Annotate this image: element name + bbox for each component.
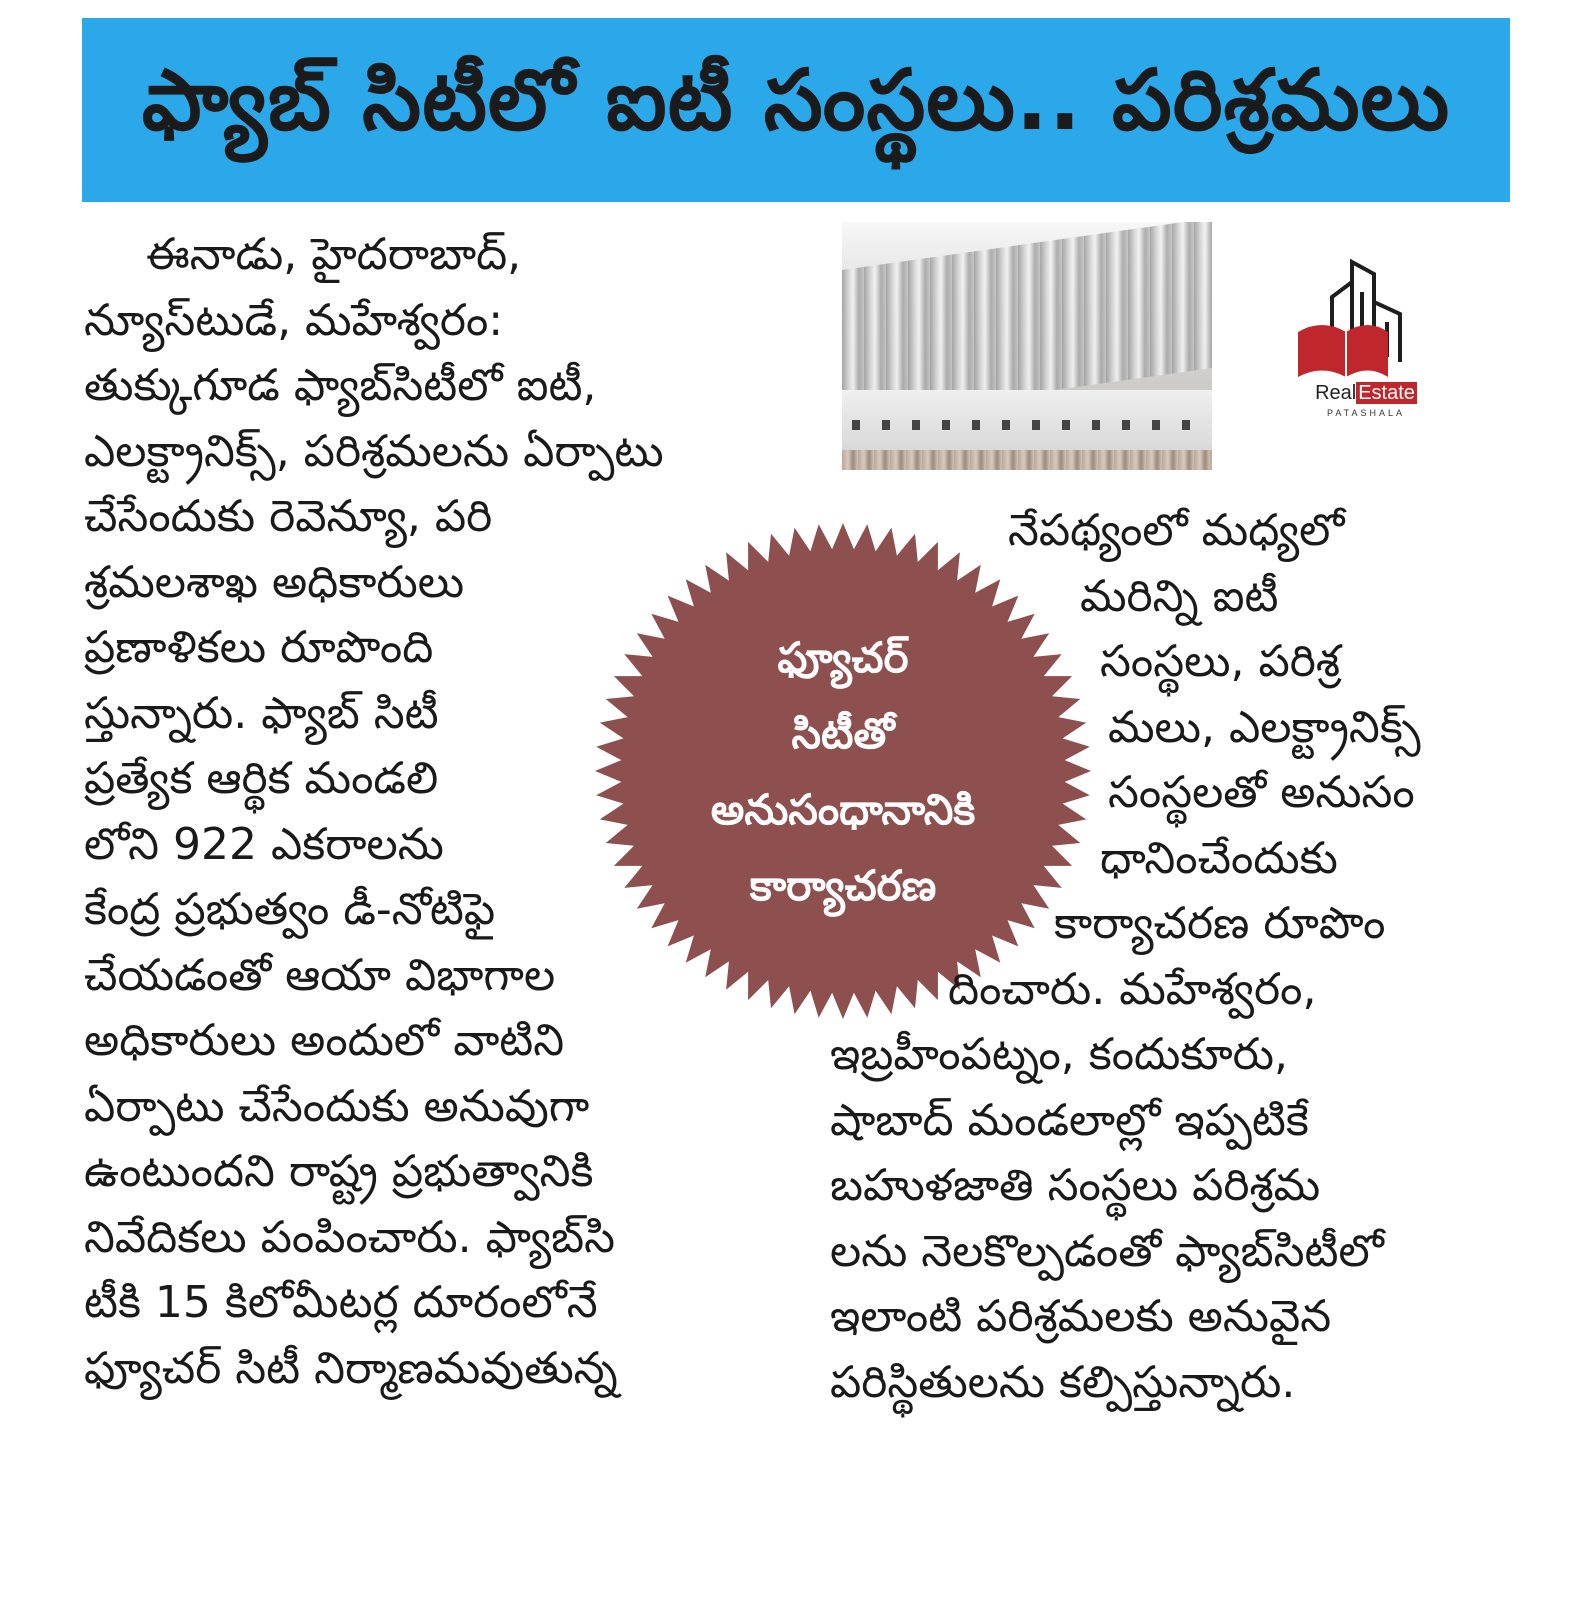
article-line: స్తున్నారు. ఫ్యాబ్ సిటీ [84, 687, 439, 739]
badge-line: ఫ్యూచర్ [777, 633, 909, 682]
article-line: ప్రత్యేక ఆర్థిక మండలి [84, 753, 439, 804]
article-line: ప్రణాళికలు రూపొంది [84, 622, 434, 673]
article-line: లను నెలకొల్పడంతో ఫ్యాబ్‌సిటీలో [830, 1225, 1384, 1277]
article-line: ఏర్పాటు చేసేందుకు అనువుగా [84, 1080, 590, 1132]
headline-banner [82, 18, 1510, 202]
article-line: ఫ్యూచర్ సిటీ నిర్మాణమవుతున్న [84, 1342, 618, 1394]
article-line: టీకి 15 కిలోమీటర్ల దూరంలోనే [84, 1277, 598, 1328]
article-line: నేపథ్యంలో మధ్యలో [1008, 505, 1345, 556]
right-column [830, 498, 1530, 1415]
article-line: శ్రమలశాఖ అధికారులు [84, 556, 465, 608]
logo-brand [1296, 382, 1436, 405]
article-line: బహుళజాతి సంస్థలు పరిశ్రమ [830, 1160, 1321, 1211]
article-line: ఉంటుందని రాష్ట్ర ప్రభుత్వానికి [84, 1146, 594, 1197]
badge-line: అనుసంధానానికి [710, 785, 976, 834]
article-line: లోని 922 ఎకరాలను [84, 818, 444, 870]
article-line: ఇలాంటి పరిశ్రమలకు అనువైన [830, 1291, 1332, 1342]
article-line: ఈనాడు, హైదరాబాద్, [146, 229, 522, 280]
badge-line: కార్యాచరణ [749, 861, 937, 910]
article-line: కేంద్ర ప్రభుత్వం డీ-నోటిఫై [84, 884, 496, 935]
article-line: న్యూస్‌టుడే, మహేశ్వరం: [84, 294, 504, 346]
article-line: సంస్థలు, పరిశ్ర [1100, 636, 1341, 687]
headline-title: ఫ్యాబ్ సిటీలో ఐటీ సంస్థలు.. పరిశ్రమలు [141, 50, 1451, 149]
article-line: ఇబ్రహీంపట్నం, కందుకూరు, [830, 1029, 1288, 1080]
real-estate-patashala-logo [1212, 222, 1508, 470]
article-line: పరిస్థితులను కల్పిస్తున్నారు. [830, 1356, 1296, 1408]
badge-line: సిటీతో [791, 709, 895, 758]
article-line: ఎలక్ట్రానిక్స్, పరిశ్రమలను ఏర్పాటు [84, 425, 664, 477]
fab-city-building-photo [842, 222, 1212, 470]
article-line: మలు, ఎలక్ట్రానిక్స్ [1108, 701, 1421, 753]
building-windows [852, 420, 1192, 430]
article-line: మరిన్ని ఐటీ [1080, 570, 1279, 622]
logo-brand-part2: Estate [1358, 382, 1415, 404]
article-line: చేసేందుకు రెవెన్యూ, పరి [84, 491, 493, 542]
building-book-icon [1292, 252, 1432, 382]
article-line: ధానించేందుకు [1100, 832, 1338, 884]
article-line: అధికారులు అందులో వాటిని [84, 1015, 565, 1066]
article-line: షాబాద్ మండలాల్లో ఇప్పటికే [830, 1094, 1309, 1146]
article-line: కార్యాచరణ రూపొం [1054, 898, 1386, 949]
ground-strip [842, 450, 1212, 470]
logo-brand-part1: Real [1315, 382, 1357, 404]
logo-subtitle: PATASHALA [1326, 408, 1406, 418]
article-line: తుక్కుగూడ ఫ్యాబ్‌సిటీలో ఐటీ, [84, 360, 597, 411]
article-line: చేయడంతో ఆయా విభాగాల [84, 949, 556, 1001]
article-line: నివేదికలు పంపించారు. ఫ్యాబ్‌సి [84, 1211, 616, 1263]
article-line: దించారు. మహేశ్వరం, [948, 963, 1317, 1015]
article-line: సంస్థలతో అనుసం [1108, 767, 1415, 818]
